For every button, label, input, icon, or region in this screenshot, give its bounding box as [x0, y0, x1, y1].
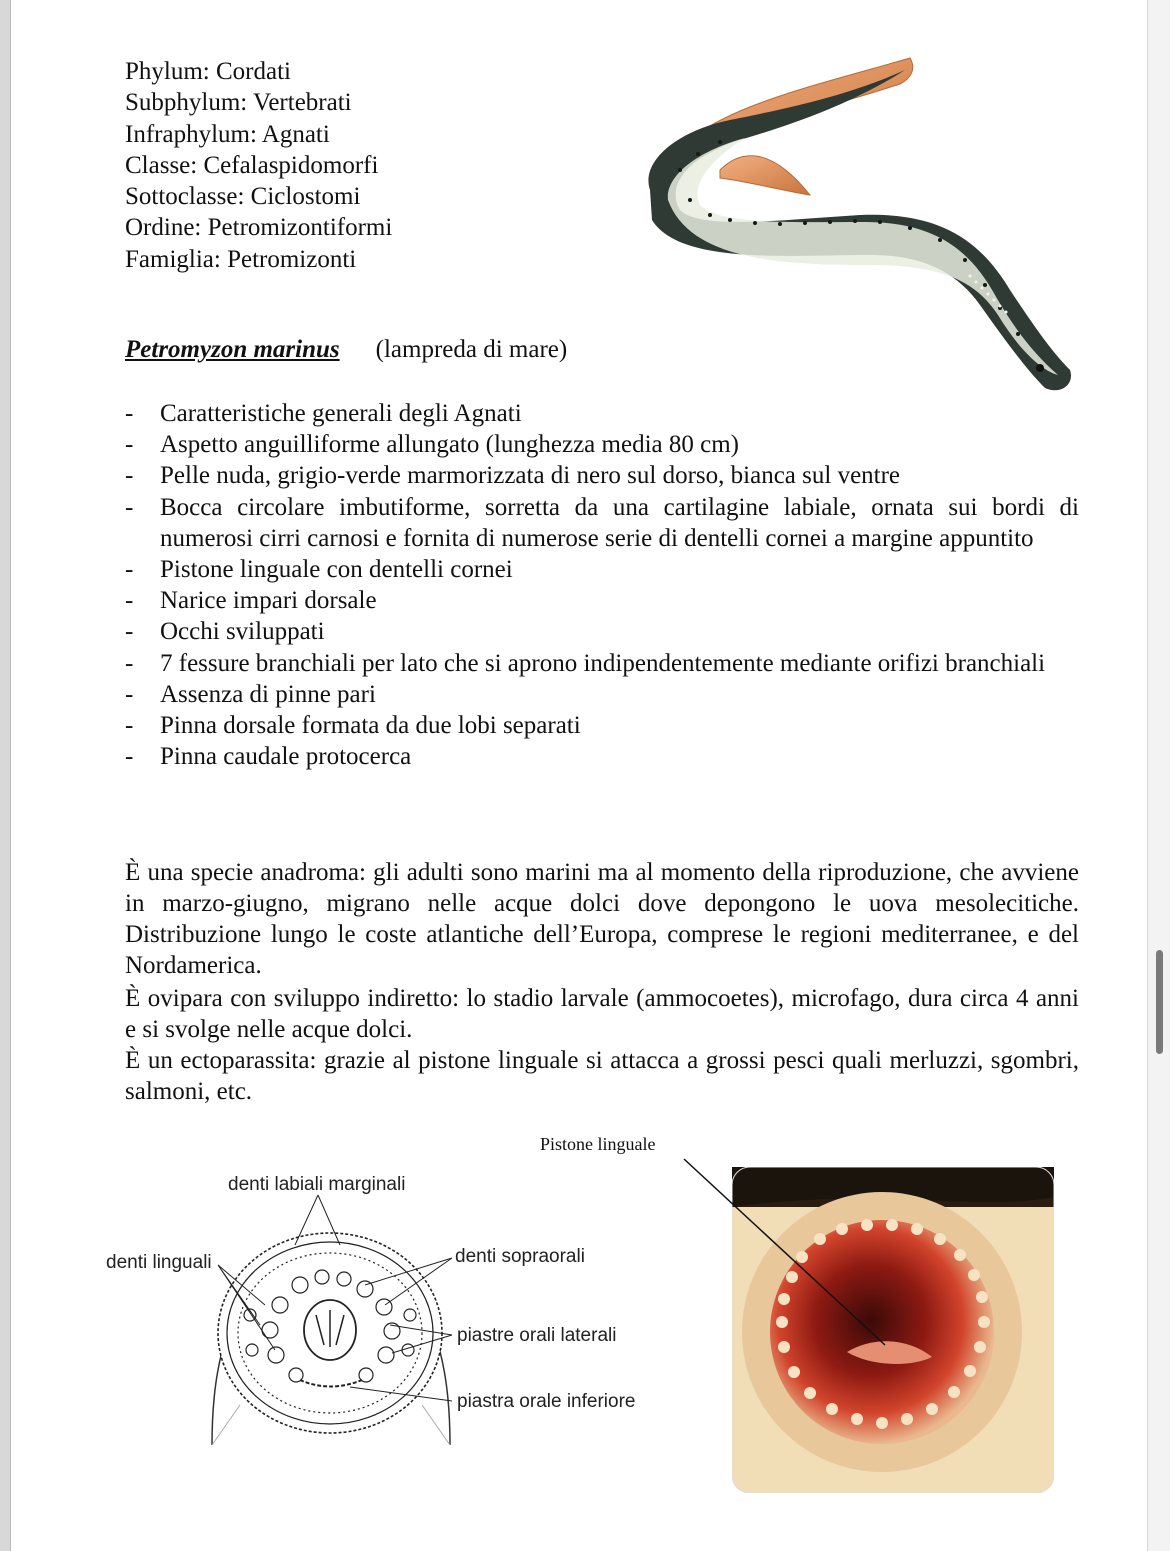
list-item: [125, 741, 1079, 772]
species-heading: [125, 336, 567, 364]
taxonomy-family: Famiglia: Petromizonti: [125, 245, 357, 273]
paragraph-oviparous: È ovipara con sviluppo indiretto: lo stadio larvale (ammocoetes), microfago, dura circa 4 anni e si svolge nelle acque dolci.: [125, 985, 1079, 1043]
characteristics-list: [125, 398, 1079, 772]
label-supraoral-teeth: denti sopraorali: [455, 1246, 585, 1267]
bullet-dash: -: [125, 400, 134, 427]
viewer-left-edge: [0, 0, 11, 1551]
bullet-dash: -: [125, 431, 134, 459]
bullet-dash: -: [125, 493, 134, 521]
list-item: [125, 616, 1079, 647]
bullet-dash: -: [125, 618, 134, 646]
taxonomy-subphylum: Subphylum: Vertebrati: [125, 89, 352, 117]
list-item: [125, 710, 1079, 741]
lamprey-illustration: [620, 50, 1080, 410]
label-inferior-plate: piastra orale inferiore: [457, 1391, 636, 1412]
paragraph-anadromous: È una specie anadroma: gli adulti sono marini ma al momento della riproduzione, che avviene in marzo-giugno, migrano nelle acque dolci dove depongono le uova mesolecitiche. Distribuzione lungo le coste atlantiche dell’Europa, comprese le regioni mediterranee, e del Nordamerica.: [125, 859, 1079, 979]
list-item-text: 7 fessure branchiali per lato che si aprono indipendentemente mediante orifizi branchiali: [160, 649, 1046, 677]
list-item: [125, 460, 1079, 491]
species-scientific-name: Petromyzon marinus: [125, 336, 340, 363]
taxonomy-infraphylum: Infraphylum: Agnati: [125, 120, 330, 148]
bullet-dash: -: [125, 587, 134, 615]
taxonomy-class: Classe: Cefalaspidomorfi: [125, 151, 379, 179]
list-item: [125, 429, 1079, 460]
bullet-dash: -: [125, 556, 134, 584]
list-item: [125, 398, 1079, 429]
bullet-dash: -: [125, 712, 134, 740]
label-labial-teeth: denti labiali marginali: [228, 1174, 406, 1195]
taxonomy-phylum: Phylum: Cordati: [125, 58, 291, 85]
list-item: [125, 492, 1079, 554]
taxonomy-subclass: Sottoclasse: Ciclostomi: [125, 183, 361, 211]
label-lingual-teeth: denti linguali: [106, 1252, 212, 1273]
list-item-text: Narice impari dorsale: [160, 587, 377, 615]
mouth-diagram: [100, 1165, 660, 1465]
list-item: [125, 585, 1079, 616]
photo-pointer-line: [680, 1155, 900, 1355]
taxonomy-order: Ordine: Petromizontiformi: [125, 214, 393, 242]
list-item-text: Pinna dorsale formata da due lobi separati: [160, 712, 581, 740]
scrollbar-thumb[interactable]: [1156, 950, 1163, 1054]
list-item-text: Bocca circolare imbutiforme, sorretta da una cartilagine labiale, ornata sui bordi di numerosi cirri carnosi e fornita di numerose serie di dentelli cornei a margine appuntito: [160, 493, 1079, 552]
list-item-text: Caratteristiche generali degli Agnati: [160, 400, 522, 427]
list-item-text: Occhi sviluppati: [160, 618, 325, 646]
bullet-dash: -: [125, 462, 134, 490]
list-item-text: Pinna caudale protocerca: [160, 743, 412, 771]
label-lingual-piston: Pistone linguale: [540, 1134, 656, 1154]
list-item-text: Pelle nuda, grigio-verde marmorizzata di nero sul dorso, bianca sul ventre: [160, 462, 901, 490]
taxonomy-block: [125, 56, 392, 275]
list-item-text: Pistone linguale con dentelli cornei: [160, 556, 513, 584]
bullet-dash: -: [125, 743, 134, 771]
species-common-name: (lampreda di mare): [375, 336, 568, 363]
list-item-text: Assenza di pinne pari: [160, 680, 376, 708]
list-item: [125, 648, 1079, 679]
label-lateral-plates: piastre orali laterali: [457, 1325, 617, 1346]
paragraph-ectoparasite: È un ectoparassita: grazie al pistone linguale si attacca a grossi pesci quali merluzzi, sgombri, salmoni, etc.: [125, 1047, 1079, 1105]
viewer-scrollbar-track[interactable]: [1147, 0, 1170, 1551]
list-item: [125, 679, 1079, 710]
bullet-dash: -: [125, 680, 134, 708]
list-item-text: Aspetto anguilliforme allungato (lunghezza media 80 cm): [160, 431, 739, 459]
list-item: [125, 554, 1079, 585]
bullet-dash: -: [125, 649, 134, 677]
